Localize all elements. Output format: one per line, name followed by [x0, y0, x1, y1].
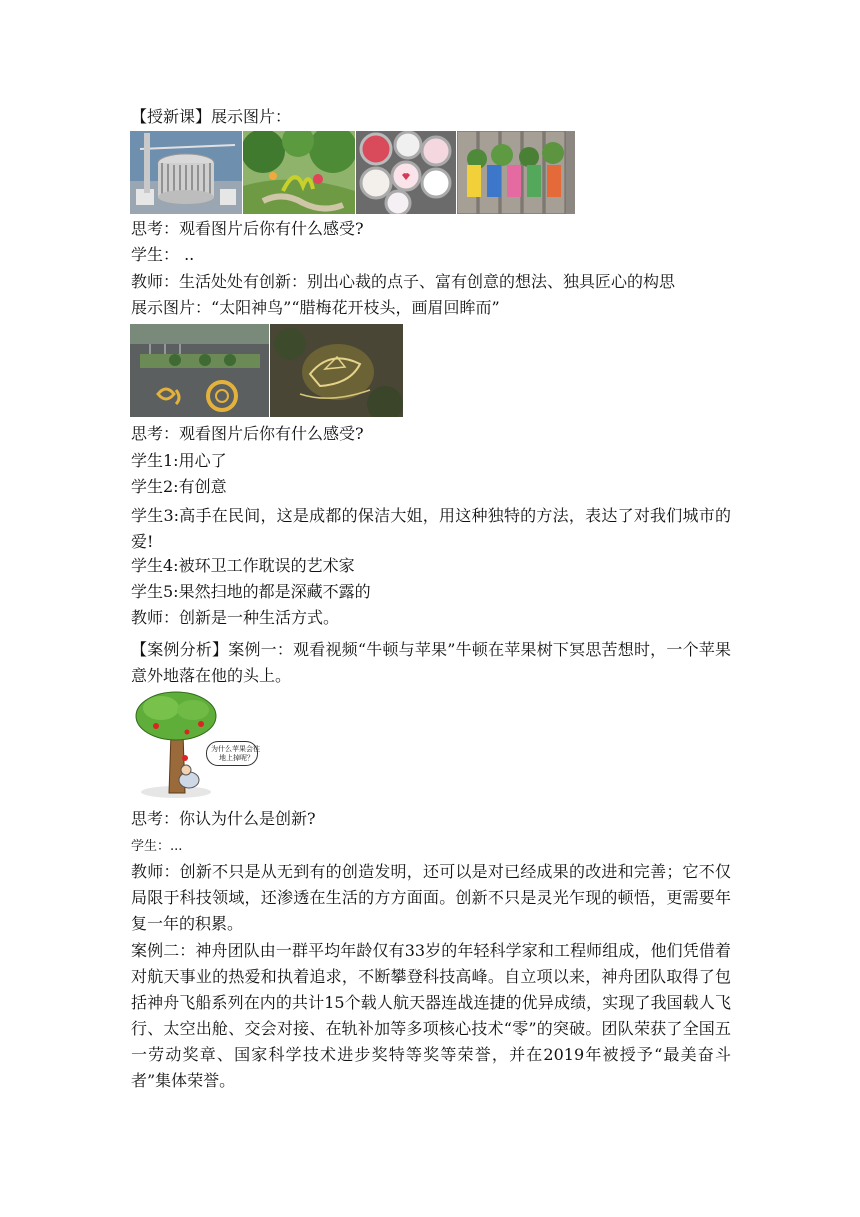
teacher-line-2: 教师：创新是一种生活方式。 — [131, 608, 340, 627]
lesson-heading: 【授新课】展示图片： — [131, 107, 292, 126]
garden-sculpture-photo — [243, 131, 355, 214]
rain-boots-planters-photo — [457, 131, 575, 214]
student2-answer: 学生2:有创意 — [131, 477, 227, 496]
case-two-paragraph: 案例二：神舟团队由一群平均年龄仅有33岁的年轻科学家和工程师组成，他们凭借着对航天事业的热爱和执着追求，不断攀登科技高峰。自立项以来，神舟团队取得了包括神舟飞船系列在内的共计15个载人航天器连战连捷的优异成绩，实现了我国载人飞行、太空出舱、交会对接、在轨补加等多项核心技术“零”的突破。团队荣获了全国五一劳动奖章、国家科学技术进步奖特等奖等荣誉，并在2019年被授予“最美奋斗者”集体荣誉。 — [131, 941, 731, 1090]
sun-bird-aerial-photo — [130, 324, 269, 417]
student5-answer: 学生5:果然扫地的都是深藏不露的 — [131, 582, 371, 601]
case-one-paragraph: 【案例分析】案例一：观看视频“牛顿与苹果”牛顿在苹果树下冥思苦想时，一个苹果意外地落在他的头上。 — [131, 640, 731, 685]
bubble-line-2: 地上掉呢？ — [219, 754, 254, 762]
think-question-2: 思考：观看图片后你有什么感受? — [131, 424, 364, 443]
bubble-line-1: 为什么苹果会往 — [211, 745, 260, 753]
teacher-line-1: 教师：生活处处有创新：别出心裁的点子、富有创意的想法、独具匠心的构思 — [131, 272, 676, 291]
student4-answer: 学生4:被环卫工作耽误的艺术家 — [131, 556, 355, 575]
plum-blossom-leaf-art-photo — [270, 324, 403, 417]
newspaper-basket-photo — [130, 131, 242, 214]
show-pictures-2: 展示图片：“太阳神鸟”“腊梅花开枝头，画眉回眸而” — [131, 298, 500, 317]
student-answer-1: 学生： .. — [131, 245, 195, 264]
think-question-3: 思考：你认为什么是创新? — [131, 809, 316, 828]
student3-answer: 学生3:高手在民间，这是成都的保洁大姐，用这种独特的方法，表达了对我们城市的爱! — [131, 506, 731, 551]
bottle-caps-photo — [356, 131, 456, 214]
thought-bubble — [206, 741, 258, 766]
think-question-1: 思考：观看图片后你有什么感受? — [131, 219, 364, 238]
teacher-innovation-paragraph: 教师：创新不只是从无到有的创造发明，还可以是对已经成果的改进和完善；它不仅局限于科技领域，还渗透在生活的方方面面。创新不只是灵光乍现的顿悟，更需要年复一年的积累。 — [131, 862, 731, 933]
student-answer-3: 学生：... — [131, 839, 183, 854]
student1-answer: 学生1:用心了 — [131, 451, 227, 470]
